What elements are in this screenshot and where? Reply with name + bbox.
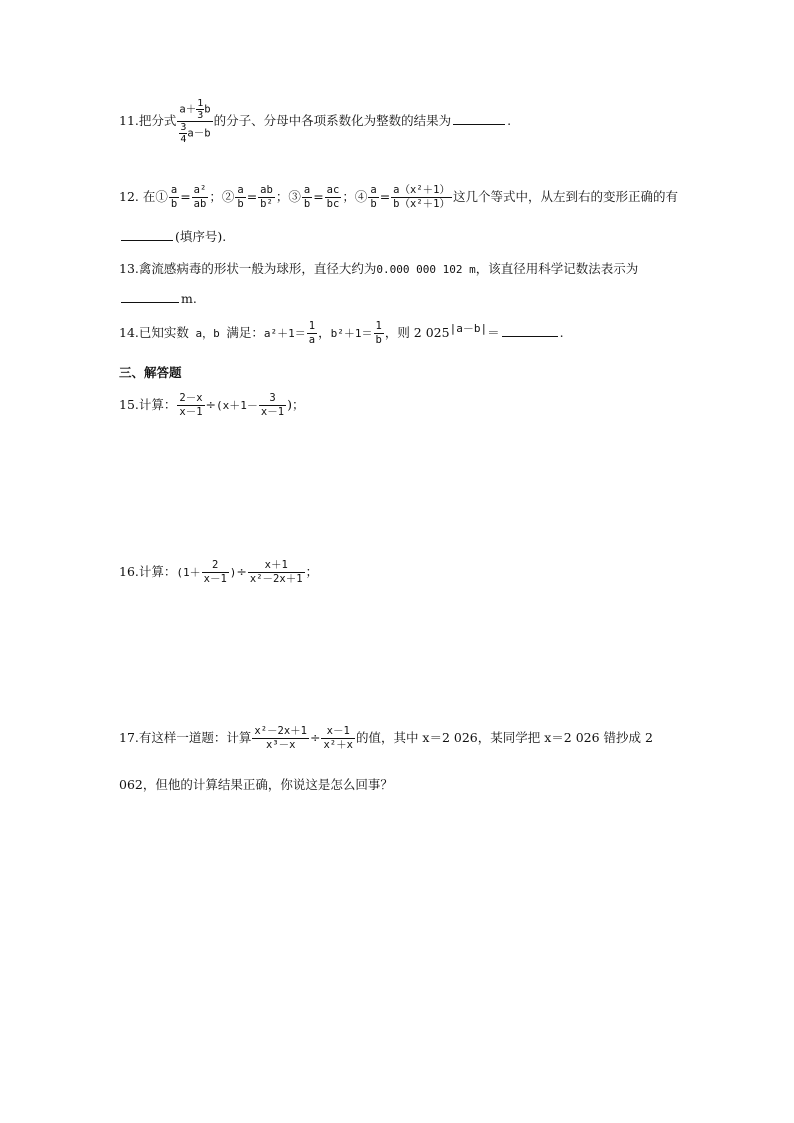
- q14-end: .: [559, 325, 564, 341]
- q17-suffix: 的值，其中 x＝2 026，某同学把 x＝2 026 错抄成 2: [355, 730, 653, 745]
- q12-suffix: 这几个等式中，从左到右的变形正确的有: [452, 189, 678, 204]
- question-11: [119, 98, 511, 145]
- q11-inner-bottom: 3: [197, 110, 204, 121]
- q17-prefix: 17.有这样一道题：计算: [119, 730, 252, 745]
- q12-e1-right: [192, 184, 209, 211]
- q16-paren-close: ): [229, 566, 237, 579]
- q13-value: 0.000 000 102 m: [376, 263, 476, 276]
- question-14: [119, 320, 564, 347]
- q12-e4-left-num: a: [370, 184, 377, 196]
- q17-fraction-1: [252, 725, 309, 752]
- q13-unit: m.: [181, 291, 197, 306]
- q15-prefix: 15.计算：: [119, 397, 177, 412]
- q16-fraction-2: [248, 559, 305, 586]
- q12-e2-left-den: b: [237, 198, 244, 210]
- q11-numerator: [177, 98, 212, 122]
- question-12: [119, 184, 678, 211]
- q14-eq1-num: 1: [308, 320, 316, 333]
- q14-eq1-left: a²＋1＝: [263, 327, 306, 341]
- q16-fraction-1: [202, 559, 229, 586]
- q14-eq1-fraction: [307, 320, 317, 347]
- q11-denominator: [177, 122, 212, 145]
- q12-e3-eq: =: [313, 189, 324, 204]
- q14-exponent: |a－b|: [449, 322, 488, 335]
- q12-e2-right-den: b²: [260, 198, 273, 210]
- q12-e1-eq: =: [180, 189, 191, 204]
- q13-text2: ，该直径用科学记数法表示为: [475, 261, 639, 276]
- q15-f1-den: x－1: [179, 406, 203, 418]
- q17-f1-den: x³－x: [265, 739, 296, 751]
- q16-f2-den: x²－2x＋1: [249, 573, 303, 585]
- q12-e4-left-den: b: [370, 198, 377, 210]
- q16-end: ；: [305, 564, 319, 579]
- q11-num-a: a＋: [179, 103, 197, 116]
- q15-f1-num: 2－x: [179, 392, 203, 404]
- q12-e3-left: [302, 184, 312, 211]
- question-17-line-2: [119, 775, 393, 793]
- q11-suffix: 的分子、分母中各项系数化为整数的结果为: [213, 113, 452, 128]
- q12-e1-left-den: b: [170, 198, 178, 210]
- q12-e1-left: [169, 184, 179, 211]
- q13-text: 13.禽流感病毒的形状一般为球形，直径大约为: [119, 261, 377, 276]
- q12-e2-eq: =: [246, 189, 258, 204]
- question-13-line-2: [119, 290, 197, 306]
- q12-answer-blank[interactable]: [121, 228, 173, 241]
- q17-divide: ÷: [310, 730, 321, 745]
- q14-then: ，则 2 025: [384, 325, 450, 341]
- q12-prefix: 12. 在①: [119, 189, 168, 204]
- q12-e2-right-num: ab: [260, 184, 273, 196]
- question-17: [119, 725, 653, 752]
- q11-prefix: 11.把分式: [119, 113, 177, 128]
- q15-paren-close: )；: [287, 397, 305, 412]
- q14-eq2-left: b²＋1＝: [330, 327, 373, 341]
- q12-e3-right: [325, 184, 342, 211]
- q16-divide: ÷: [236, 564, 247, 579]
- q13-answer-blank[interactable]: [121, 290, 179, 303]
- q11-inner-top: 1: [197, 98, 204, 109]
- section-3-heading: 三、解答题: [119, 365, 182, 380]
- q12-sep-2: ；: [275, 189, 289, 204]
- q12-e4-eq: =: [379, 189, 391, 204]
- q16-f1-num: 2: [202, 559, 229, 573]
- q14-prefix: 14.已知实数: [119, 325, 189, 341]
- q12-e1-right-num: a²: [193, 184, 207, 196]
- question-12-line-2: [119, 227, 226, 245]
- q12-marker-2: ②: [221, 189, 235, 204]
- q11-answer-blank[interactable]: [453, 112, 505, 125]
- q12-e2-left-num: a: [237, 184, 244, 196]
- q11-complex-fraction: [177, 98, 212, 145]
- q11-num-b: b: [204, 103, 211, 116]
- q14-answer-blank[interactable]: [502, 324, 558, 337]
- q12-e3-right-num: ac: [326, 184, 340, 196]
- q12-e3-left-den: b: [303, 198, 311, 210]
- q11-den-bottom: 4: [180, 134, 187, 145]
- q12-sep-1: ；: [209, 189, 222, 204]
- question-13: [119, 259, 638, 277]
- q14-eq2-den: b: [375, 334, 382, 347]
- q12-e4-right-den: b（x²＋1）: [393, 198, 450, 210]
- question-15: [119, 392, 304, 419]
- q11-end: .: [507, 113, 512, 128]
- q11-den-top: 3: [180, 122, 187, 133]
- q16-f1-den: x－1: [203, 573, 227, 585]
- q12-e4-left: [368, 184, 378, 211]
- q11-den-rest: a－b: [187, 127, 211, 140]
- q17-line2: 062，但他的计算结果正确，你说这是怎么回事？: [119, 777, 393, 792]
- q12-e4-right: [391, 184, 452, 211]
- q15-f2-den: x－1: [260, 406, 285, 418]
- q15-fraction-2: [259, 392, 286, 419]
- q14-comma: ，: [318, 325, 331, 341]
- q12-e3-right-den: bc: [326, 198, 340, 210]
- q12-e1-right-den: ab: [193, 198, 207, 210]
- q15-f2-num: 3: [259, 392, 286, 406]
- q17-f2-num: x－1: [321, 725, 354, 739]
- q12-line2-suffix: (填序号).: [175, 229, 227, 244]
- question-16: [119, 559, 318, 586]
- q12-e2-left: [235, 184, 245, 211]
- q17-fraction-2: [321, 725, 354, 752]
- q12-e1-left-num: a: [170, 184, 178, 196]
- q14-equals: ＝: [487, 325, 500, 341]
- q14-vars: a，b: [188, 327, 227, 341]
- q17-f1-num: x²－2x＋1: [254, 725, 307, 737]
- q12-e2-right: [258, 184, 275, 211]
- q16-prefix: 16.计算：: [119, 564, 177, 579]
- q14-eq2-fraction: [374, 320, 384, 347]
- q12-marker-4: ④: [354, 189, 368, 204]
- q12-sep-3: ；: [342, 189, 355, 204]
- q14-eq1-den: a: [308, 334, 316, 347]
- q12-e3-left-num: a: [303, 184, 311, 196]
- q15-paren-open: (x＋1－: [216, 399, 258, 412]
- q12-marker-3: ③: [288, 189, 301, 204]
- q14-eq2-num: 1: [375, 320, 382, 333]
- q16-paren-open: (1＋: [176, 566, 201, 579]
- q15-divide: ÷: [205, 397, 217, 412]
- q14-text: 满足：: [226, 325, 264, 341]
- q15-fraction-1: [177, 392, 204, 419]
- q12-e4-right-num: a（x²＋1）: [393, 184, 450, 196]
- q16-f2-num: x＋1: [248, 559, 305, 573]
- q17-f2-den: x²＋x: [323, 739, 353, 751]
